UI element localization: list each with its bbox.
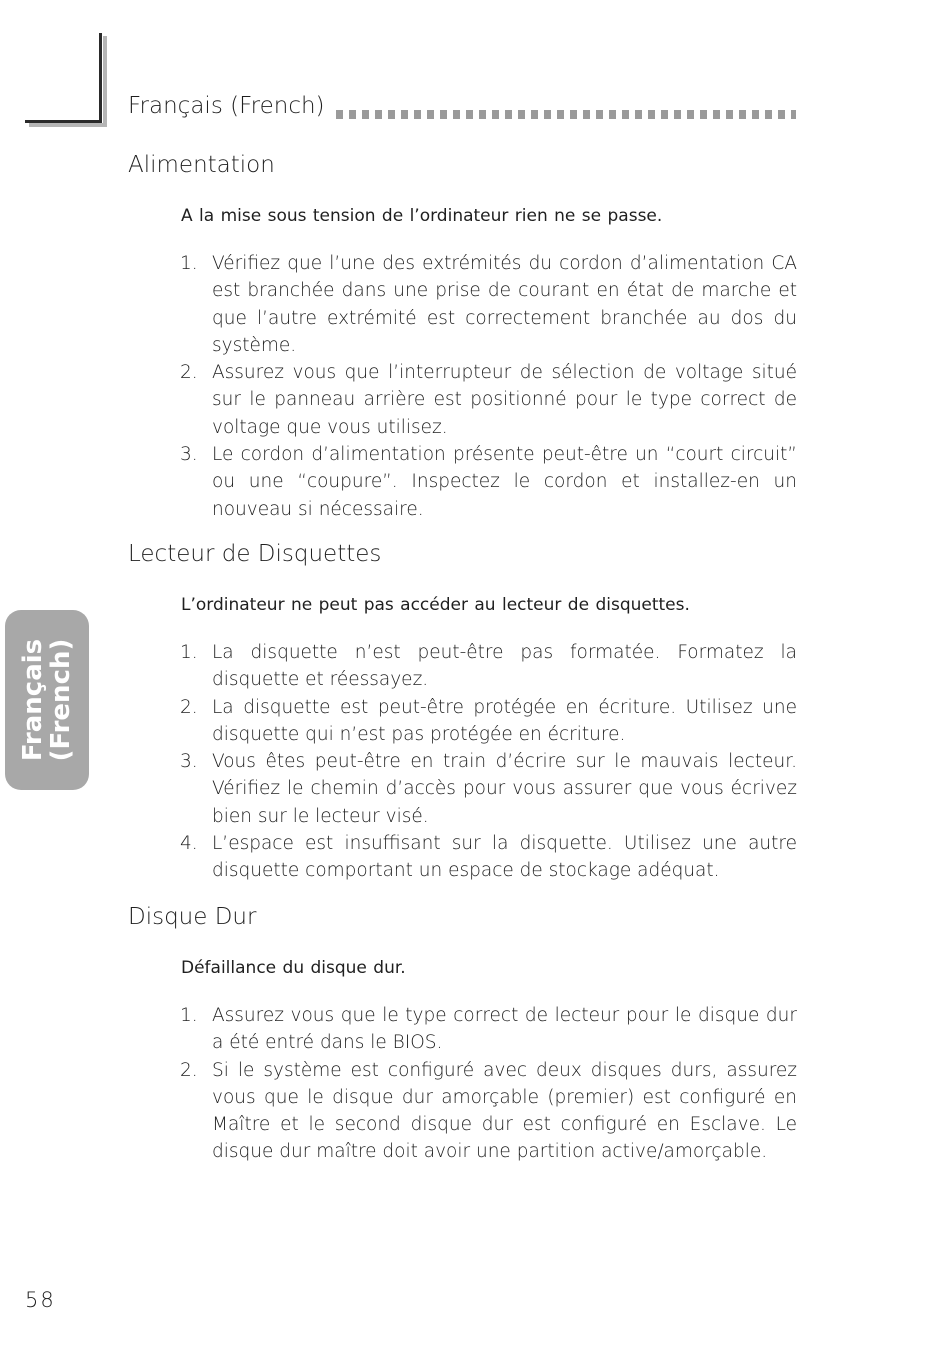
list-item-text: Vérifiez que l’une des extrémités du cordon d’alimentation CA est branchée dans une prise de courant en état de marche et que l’autre extrémité est correctement branchée au dos du système. xyxy=(212,253,797,356)
list-item xyxy=(180,1057,797,1166)
list-item-number: 1. xyxy=(180,1005,198,1026)
side-tab-line-1: Français xyxy=(18,638,48,762)
list-item xyxy=(180,748,797,830)
list-item xyxy=(180,359,797,441)
list-item xyxy=(180,441,797,523)
corner-mark-shadow xyxy=(29,123,107,127)
list-item-text: Assurez vous que le type correct de lecteur pour le disque dur a été entré dans le BIOS. xyxy=(212,1005,797,1054)
problem-statement: L’ordinateur ne peut pas accéder au lecteur de disquettes. xyxy=(181,595,690,615)
troubleshooting-list xyxy=(180,1002,797,1166)
list-item xyxy=(180,1002,797,1057)
troubleshooting-list xyxy=(180,639,797,885)
list-item-text: La disquette est peut-être protégée en écriture. Utilisez une disquette qui n’est pas protégée en écriture. xyxy=(212,696,797,745)
corner-mark-shadow xyxy=(103,36,107,127)
section-heading-lecteur-de-disquettes: Lecteur de Disquettes xyxy=(128,541,382,567)
corner-mark xyxy=(25,120,102,123)
list-item-number: 2. xyxy=(180,696,198,718)
page-number: 58 xyxy=(25,1288,56,1312)
list-item xyxy=(180,830,797,885)
header-dot-leader xyxy=(336,110,796,119)
list-item xyxy=(180,694,797,749)
list-item-text: Le cordon d’alimentation présente peut-être un “court circuit” ou une “coupure”. Inspectez le cordon et installez-en un nouveau si nécessaire. xyxy=(212,444,797,520)
section-heading-alimentation: Alimentation xyxy=(128,152,275,178)
list-item xyxy=(180,639,797,694)
list-item-text: L’espace est insuffisant sur la disquette. Utilisez une autre disquette comportant un espace de stockage adéquat. xyxy=(212,833,797,882)
list-item-text: Vous êtes peut-être en train d’écrire sur le mauvais lecteur. Vérifiez le chemin d’accès pour vous assurer que vous écrivez bien sur le lecteur visé. xyxy=(212,751,797,827)
problem-statement: Défaillance du disque dur. xyxy=(181,958,406,978)
list-item-number: 4. xyxy=(180,833,198,855)
side-tab-line-2: (French) xyxy=(46,638,76,762)
list-item-text: Assurez vous que l’interrupteur de sélection de voltage situé sur le panneau arrière est positionné pour le type correct de voltage que vous utilisez. xyxy=(212,362,797,438)
page-header-title: Français (French) xyxy=(128,93,325,119)
list-item-text: Si le système est configuré avec deux disques durs, assurez vous que le disque dur amorçable (premier) est configuré en Maître et le second disque dur est configuré en Esclave. Le disque dur maître doit avoir une partition active/amorçable. xyxy=(212,1059,797,1163)
list-item-number: 3. xyxy=(180,444,198,466)
list-item-number: 2. xyxy=(180,362,198,384)
list-item-number: 1. xyxy=(180,253,198,274)
problem-statement: A la mise sous tension de l’ordinateur rien ne se passe. xyxy=(181,206,663,226)
language-side-tab-label xyxy=(19,639,75,762)
section-heading-disque-dur: Disque Dur xyxy=(128,904,257,930)
list-item-number: 1. xyxy=(180,642,198,663)
corner-mark xyxy=(99,33,102,123)
list-item xyxy=(180,250,797,359)
list-item-number: 2. xyxy=(180,1059,198,1081)
list-item-number: 3. xyxy=(180,751,198,773)
list-item-text: La disquette n’est peut-être pas formatée. Formatez la disquette et réessayez. xyxy=(212,642,797,691)
troubleshooting-list xyxy=(180,250,797,523)
